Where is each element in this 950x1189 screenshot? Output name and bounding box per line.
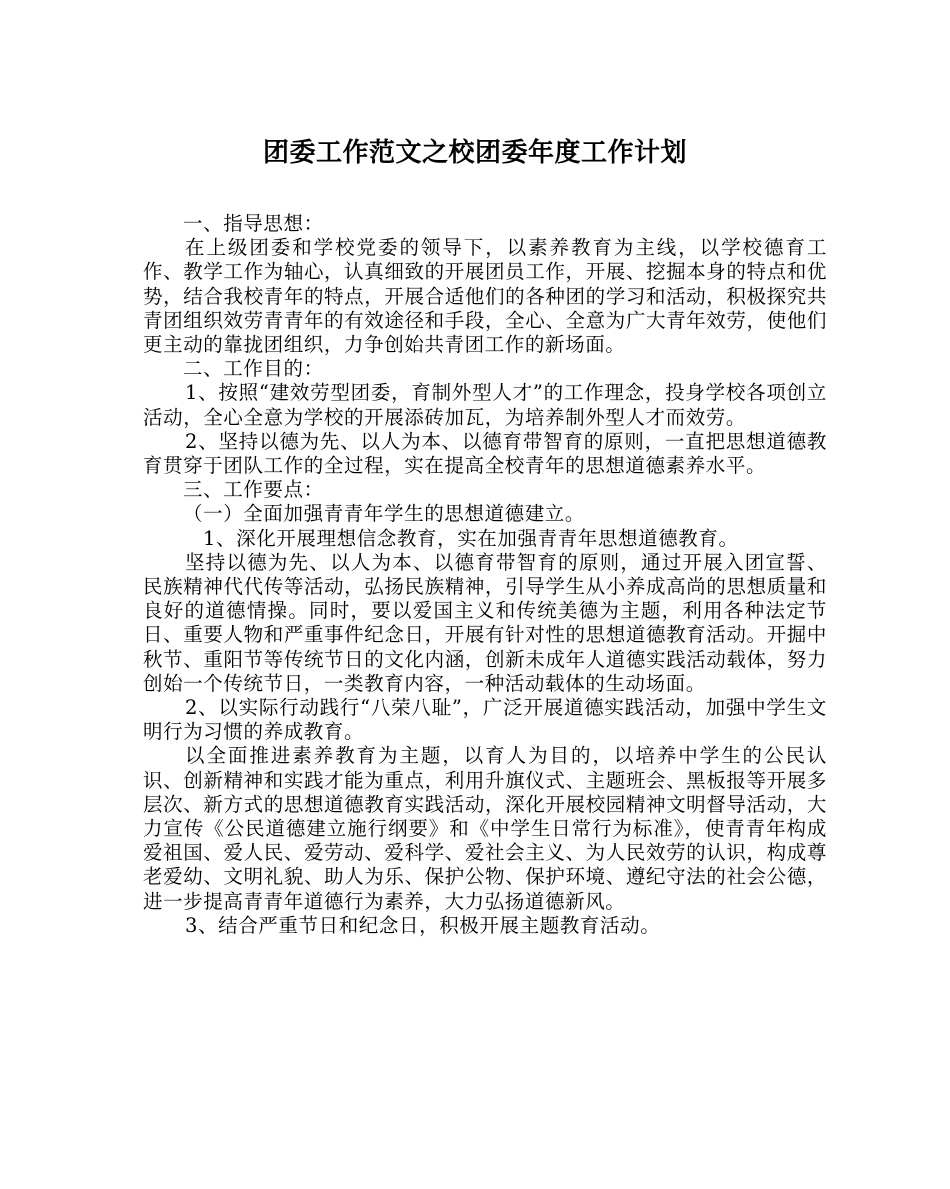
section-heading-guiding-thought: 一、指导思想： xyxy=(183,212,324,235)
paragraph-guiding-thought: 在上级团委和学校党委的领导下，以素养教育为主线，以学校德育工作、教学工作为轴心，认真细致的开展团员工作，开展、挖掘本身的特点和优势，结合我校青年的特点，开展合适他们的各种团的学习和活动，积极探究共青团组织效劳青青年的有效途径和手段，全心、全意为广大青年效劳，使他们更主动的靠拢团组织，力争创始共青团工作的新场面。 xyxy=(143,236,827,357)
paragraph-goal-1: 1、按照“建效劳型团委，育制外型人才”的工作理念，投身学校各项创立活动，全心全意为学校的开展添砖加瓦，为培养制外型人才而效劳。 xyxy=(143,381,827,429)
document-body xyxy=(143,212,827,938)
paragraph-quality-education: 以全面推进素养教育为主题，以育人为目的，以培养中学生的公民认识、创新精神和实践才能为重点，利用升旗仪式、主题班会、黑板报等开展多层次、新方式的思想道德教育实践活动，深化开展校园精神文明督导活动，大力宣传《公民道德建立施行纲要》和《中学生日常行为标准》，使青青年构成爱祖国、爱人民、爱劳动、爱科学、爱社会主义、为人民效劳的认识，构成尊老爱幼、文明礼貌、助人为乐、保护公物、保护环境、遵纪守法的社会公德，进一步提高青青年道德行为素养，大力弘扬道德新风。 xyxy=(143,744,827,913)
subsection-heading-moral-building: （一）全面加强青青年学生的思想道德建立。 xyxy=(183,502,586,526)
paragraph-eight-honors: 2、以实际行动践行“八荣八耻”，广泛开展道德实践活动，加强中学生文明行为习惯的养成教育。 xyxy=(143,696,827,744)
paragraph-moral-education: 坚持以德为先、以人为本、以德育带智育的原则，通过开展入团宣誓、民族精神代代传等活动，弘扬民族精神，引导学生从小养成高尚的思想质量和良好的道德情操。同时，要以爱国主义和传统美德为主题，利用各种法定节日、重要人物和严重事件纪念日，开展有针对性的思想道德教育活动。开掘中秋节、重阳节等传统节日的文化内涵，创新未成年人道德实践活动载体，努力创始一个传统节日，一类教育内容，一种活动载体的生动场面。 xyxy=(143,550,827,695)
paragraph-festival-activities: 3、结合严重节日和纪念日，积极开展主题教育活动。 xyxy=(185,913,661,937)
document-title: 团委工作范文之校团委年度工作计划 xyxy=(262,138,687,168)
paragraph-goal-2: 2、坚持以德为先、以人为本、以德育带智育的原则，一直把思想道德教育贯穿于团队工作的全过程，实在提高全校青年的思想道德素养水平。 xyxy=(143,429,827,478)
section-heading-work-points: 三、工作要点： xyxy=(183,478,324,502)
item-heading-ideal-belief: 1、深化开展理想信念教育，实在加强青青年思想道德教育。 xyxy=(203,526,739,550)
section-heading-work-goals: 二、工作目的： xyxy=(183,357,324,381)
